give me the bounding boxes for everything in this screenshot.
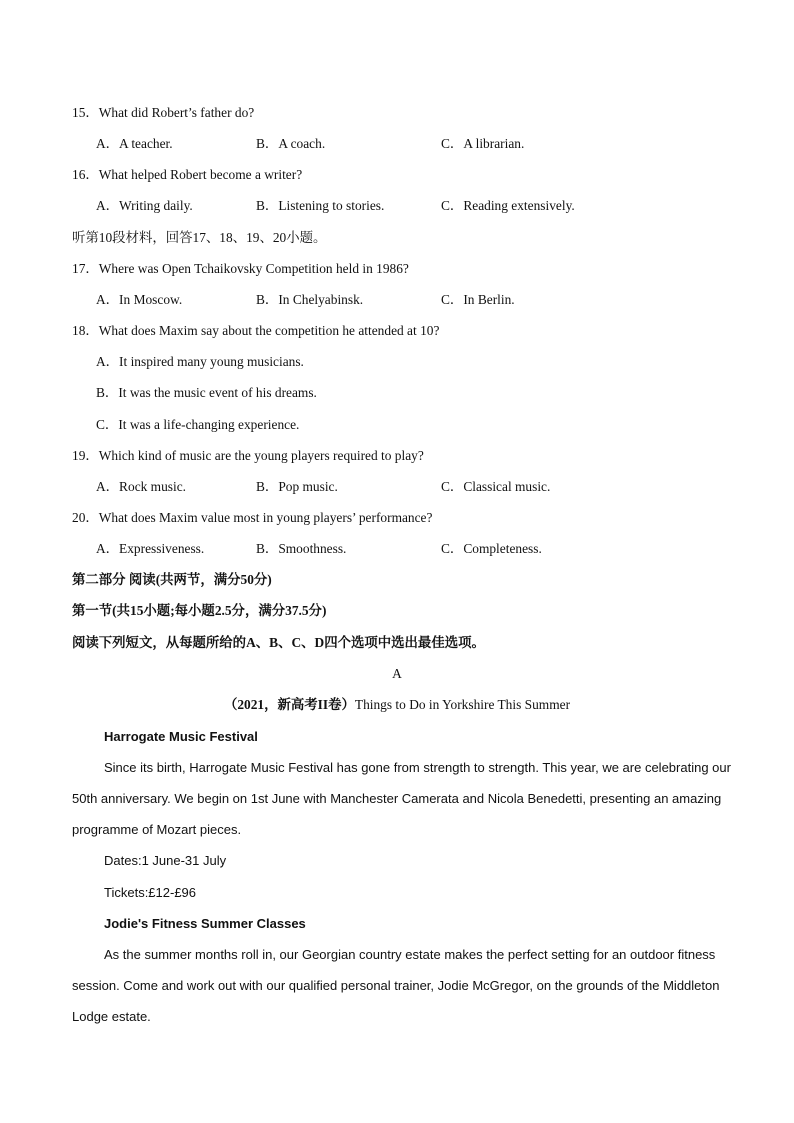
option-c: C．In Berlin. [441, 292, 515, 307]
passage-letter: A [392, 666, 402, 681]
passage-title-line [0, 697, 794, 713]
listening-instruction: 听第10段材料，回答17、18、19、20小题。 [72, 230, 327, 245]
paragraph-line: 50th anniversary. We begin on 1st June with Manchester Camerata and Nicola Benedetti, presenting an amazing [72, 791, 722, 806]
paragraph-line: As the summer months roll in, our Georgian country estate makes the perfect setting for an outdoor fitness [104, 947, 716, 962]
option-a: A．In Moscow. [96, 292, 183, 307]
paragraph-line: Lodge estate. [72, 1009, 151, 1024]
paragraph-line: Since its birth, Harrogate Music Festival has gone from strength to strength. This year, we are celebrating our [104, 760, 731, 775]
part-title: 第二部分 阅读(共两节，满分50分) [72, 572, 272, 587]
option-c: C．Classical music. [441, 479, 551, 494]
question-stem: 15．What did Robert’s father do? [72, 105, 255, 120]
option-b: B．A coach. [256, 136, 326, 151]
option-b: B．It was the music event of his dreams. [96, 385, 317, 400]
question-stem: 16．What helped Robert become a writer? [72, 167, 303, 182]
item-heading: Jodie's Fitness Summer Classes [104, 916, 306, 931]
passage-source: （2021，新高考II卷） [223, 697, 355, 712]
option-c: C．Reading extensively. [441, 198, 575, 213]
item-heading: Harrogate Music Festival [104, 729, 258, 744]
option-b: B．In Chelyabinsk. [256, 292, 364, 307]
reading-instruction: 阅读下列短文，从每题所给的A、B、C、D四个选项中选出最佳选项。 [72, 635, 485, 650]
option-b: B．Smoothness. [256, 541, 347, 556]
event-tickets: Tickets:£12-£96 [104, 885, 197, 900]
option-a: A．It inspired many young musicians. [96, 354, 304, 369]
event-dates: Dates:1 June-31 July [104, 853, 227, 868]
option-c: C．Completeness. [441, 541, 542, 556]
option-a: A．Expressiveness. [96, 541, 205, 556]
option-a: A．Writing daily. [96, 198, 193, 213]
option-b: B．Pop music. [256, 479, 338, 494]
paragraph-line: session. Come and work out with our qualified personal trainer, Jodie McGregor, on the grounds of the Middleton [72, 978, 720, 993]
option-c: C．A librarian. [441, 136, 525, 151]
option-c: C．It was a life-changing experience. [96, 417, 300, 432]
question-stem: 19．Which kind of music are the young players required to play? [72, 448, 424, 463]
question-stem: 18．What does Maxim say about the competition he attended at 10? [72, 323, 440, 338]
passage-title: Things to Do in Yorkshire This Summer [354, 697, 571, 712]
subsection-title: 第一节(共15小题;每小题2.5分，满分37.5分) [72, 603, 327, 618]
option-a: A．Rock music. [96, 479, 187, 494]
paragraph-line: programme of Mozart pieces. [72, 822, 242, 837]
option-a: A．A teacher. [96, 136, 173, 151]
option-b: B．Listening to stories. [256, 198, 385, 213]
question-stem: 20．What does Maxim value most in young players’ performance? [72, 510, 433, 525]
question-stem: 17．Where was Open Tchaikovsky Competition held in 1986? [72, 261, 409, 276]
